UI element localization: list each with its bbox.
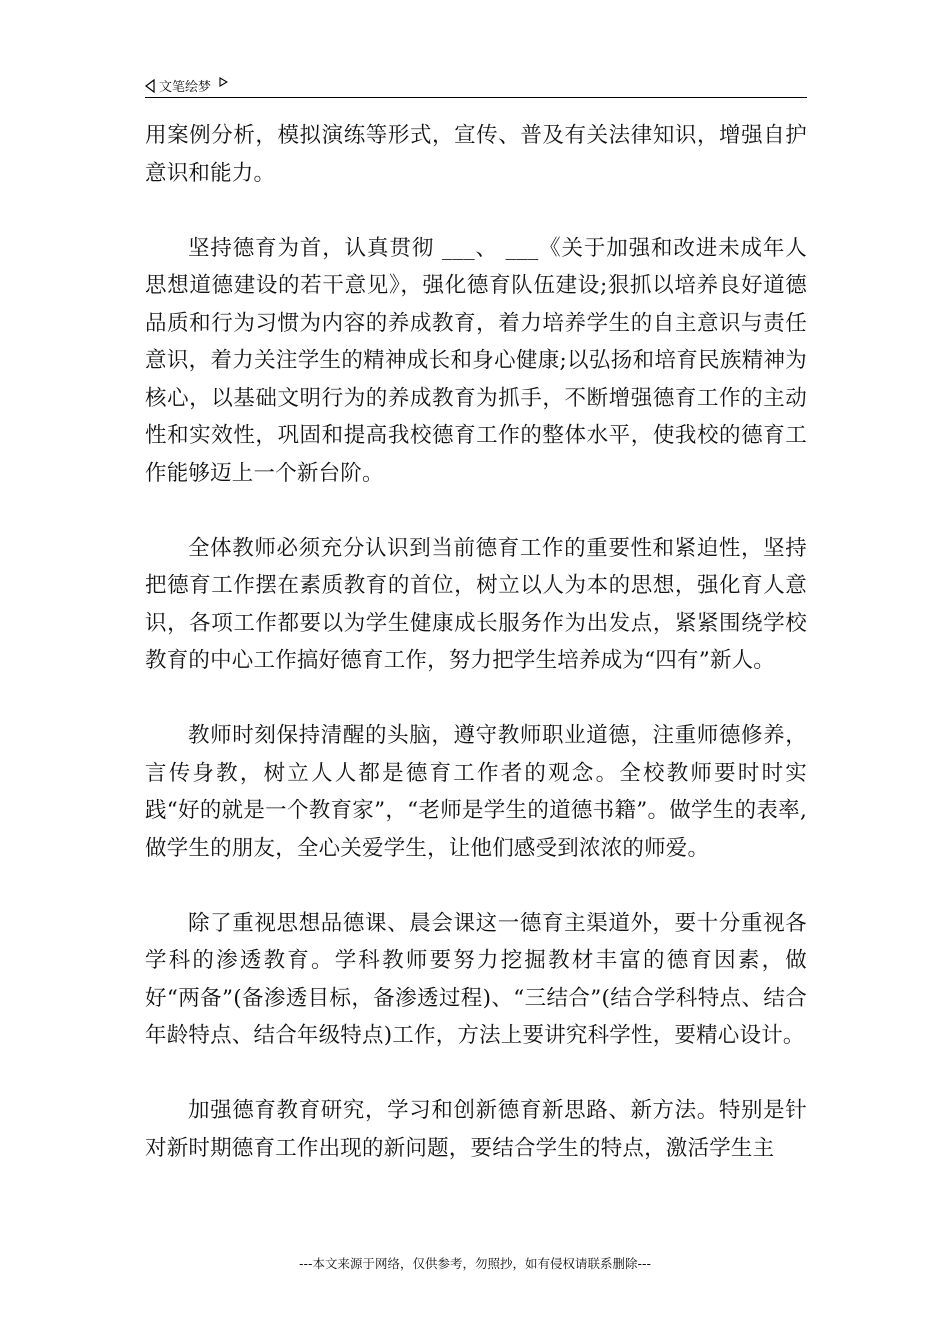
paragraph-2: 坚持德育为首，认真贯彻 ___、 ___《关于加强和改进未成年人思想道德建设的若干意见》，强化德育队伍建设;狠抓以培养良好道德品质和行为习惯为内容的养成教育，着力培养学生的自主意识与责任意识，着力关注学生的精神成长和身心健康;以弘扬和培育民族精神为核心，以基础文明行为的养成教育为抓手，不断增强德育工作的主动性和实效性，巩固和提高我校德育工作的整体水平，使我校的德育工作能够迈上一个新台阶。 xyxy=(145,235,807,486)
paragraph-3: 全体教师必须充分认识到当前德育工作的重要性和紧迫性，坚持把德育工作摆在素质教育的首位，树立以人为本的思想，强化育人意识，各项工作都要以为学生健康成长服务作为出发点，紧紧围绕学校教育的中心工作搞好德育工作，努力把学生培养成为“四有”新人。 xyxy=(145,535,807,673)
paragraph-1: 用案例分析，模拟演练等形式，宣传、普及有关法律知识，增强自护意识和能力。 xyxy=(145,123,807,186)
paragraph-6: 加强德育教育研究，学习和创新德育新思路、新方法。特别是针对新时期德育工作出现的新问题，要结合学生的特点，激活学生主 xyxy=(145,1098,807,1161)
paragraph-5: 除了重视思想品德课、晨会课这一德育主渠道外，要十分重视各学科的渗透教育。学科教师要努力挖掘教材丰富的德育因素，做好“两备”(备渗透目标，备渗透过程)、“三结合”(结合学科特点、结合年龄特点、结合年级特点)工作，方法上要讲究科学性，要精心设计。 xyxy=(145,910,807,1048)
triangle-left-icon xyxy=(145,79,155,93)
header-title-group xyxy=(145,76,228,95)
document-body xyxy=(145,117,807,1205)
triangle-right-icon xyxy=(219,77,228,87)
paragraph-4: 教师时刻保持清醒的头脑，遵守教师职业道德，注重师德修养，言传身教，树立人人都是德育工作者的观念。全校教师要时时实践“好的就是一个教育家”，“老师是学生的道德书籍”。做学生的表率,做学生的朋友，全心关爱学生，让他们感受到浓浓的师爱。 xyxy=(145,723,807,861)
footer-notice: ---本文来源于网络，仅供参考，勿照抄，如有侵权请联系删除--- xyxy=(298,1256,652,1271)
header-title: 文笔绘梦 xyxy=(159,80,212,95)
page-header xyxy=(145,74,807,98)
header-divider xyxy=(145,97,807,98)
